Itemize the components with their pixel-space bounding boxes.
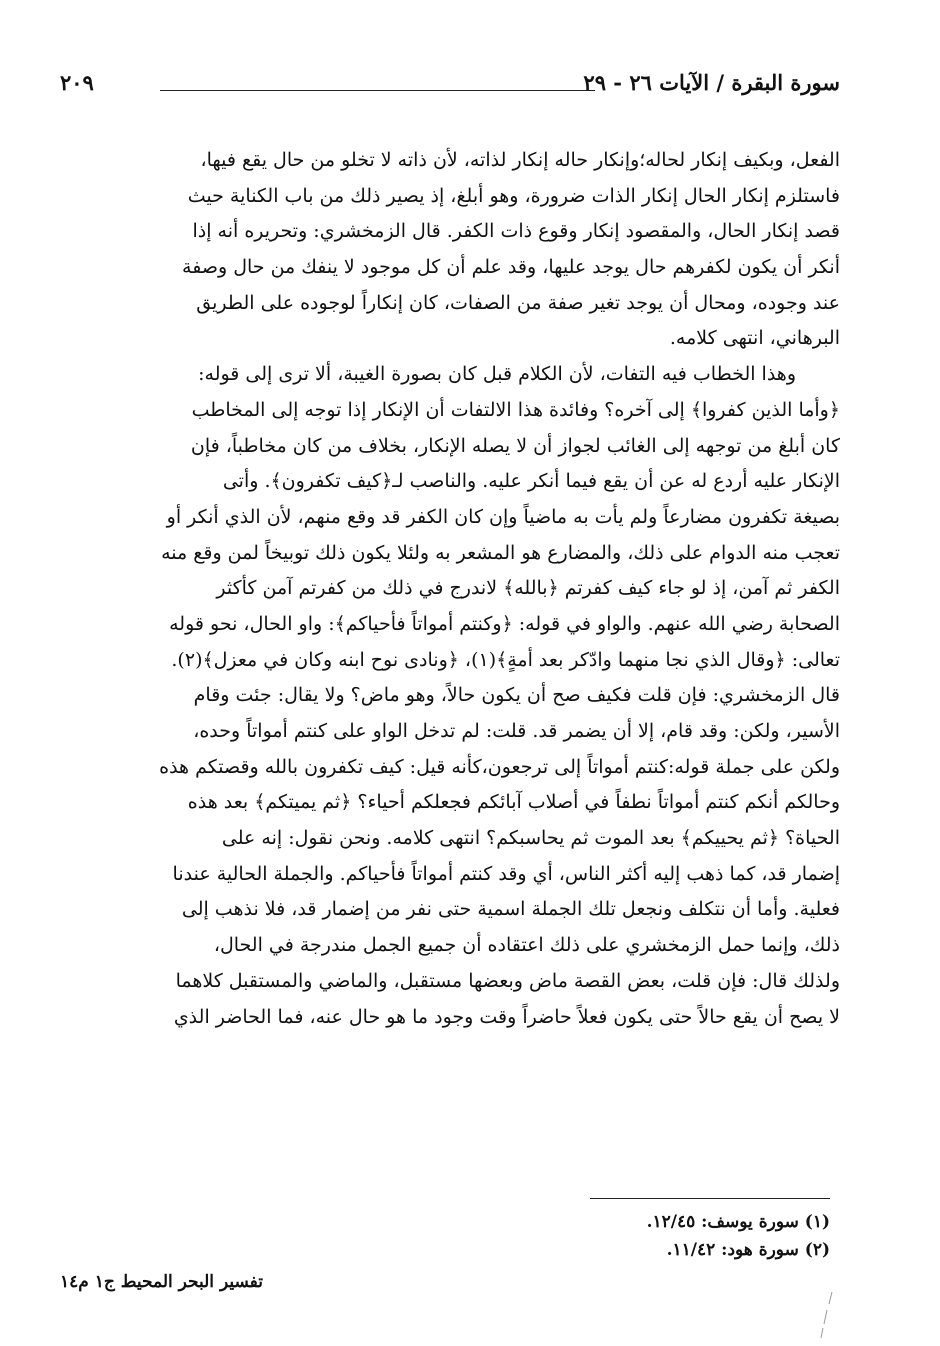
paragraph-start-line: وهذا الخطاب فيه التفات، لأن الكلام قبل كان بصورة الغيبة، ألا ترى إلى قوله: [198,363,796,386]
text-line: إضمار قد، كما ذهب إليه أكثر الناس، أي وقد كنتم أمواتاً فأحياكم. والجملة الحالية عندنا [172,862,840,885]
text-line: ﴿وأما الذين كفروا﴾ إلى آخره؟ وفائدة هذا الالتفات أن الإنكار إذا توجه إلى المخاطب [191,398,840,421]
text-line: وحالكم أنكم كنتم أمواتاً نطفاً في أصلاب آبائكم فجعلكم أحياء؟ ﴿ثم يميتكم﴾ بعد هذه [187,791,840,814]
text-line: الأسير، ولكن: وقد قام، إلا أن يضمر قد. قلت: لم تدخل الواو على كنتم أمواتاً وحده، [193,720,840,742]
text-line: ذلك، وإنما حمل الزمخشري على ذلك اعتقاده أن جميع الجمل مندرجة في الحال، [213,934,840,957]
text-line: الصحابة رضي الله عنهم. والواو في قوله: ﴿وكنتم أمواتاً فأحياكم﴾: واو الحال، نحو قوله [169,612,840,635]
text-line: تعالى: ﴿وقال الذي نجا منهما وادّكر بعد أمةٍ﴾(١)، ﴿ونادى نوح ابنه وكان في معزل﴾(٢). [171,648,840,671]
text-line: تعجب منه الدوام على ذلك، والمضارع هو المشعر به ولئلا يكون ذلك توبيخاً لمن وقع منه [161,541,840,564]
footer-signature: تفسير البحر المحيط ج١ م١٤ [60,1272,263,1292]
chapter-title: سورة البقرة / الآيات ٢٦ - ٢٩ [583,70,840,95]
footnote-1: (١) سورة يوسف: ١٢/٤٥. [646,1212,830,1232]
footnote-2: (٢) سورة هود: ١١/٤٢. [666,1240,830,1260]
page-number: ٢٠٩ [60,70,94,95]
text-line: لا يصح أن يقع حالاً حتى يكون فعلاً حاضراً وقت وجود ما هو حال عنه، فما الحاضر الذي [173,1005,840,1028]
scan-mark [818,1290,838,1340]
text-line: الفعل، وبكيف إنكار لحاله؛وإنكار حاله إنكار لذاته، لأن ذاته لا تخلو من حال يقع فيها، [200,149,840,171]
header-rule [160,90,595,91]
text-line: كان أبلغ من توجهه إلى الغائب لجواز أن لا يصله الإنكار، بخلاف من كان مخاطباً، فإن [190,434,840,457]
text-line: قصد إنكار الحال، والمقصود إنكار وقوع ذات الكفر. قال الزمخشري: وتحريره أنه إذا [192,220,840,243]
text-line: الكفر ثم آمن، إذ لو جاء كيف كفرتم ﴿بالله﴾ لاندرج في ذلك من كفرتم آمن كأكثر [216,577,840,600]
text-line: البرهاني، انتهى كلامه. [669,327,840,350]
body-text [60,143,840,1035]
footnote-separator [590,1198,830,1199]
footnotes [647,1208,830,1264]
text-line: عند وجوده، ومحال أن يوجد تغير صفة من الصفات، كان إنكاراً لوجوده على الطريق [196,291,840,314]
text-line: ولذلك قال: فإن قلت، بعض القصة ماض وبعضها مستقبل، والماضي والمستقبل كلاهما [175,969,840,992]
text-line: فاستلزم إنكار الحال إنكار الذات ضرورة، وهو أبلغ، إذ يصير ذلك من باب الكناية حيث [187,184,840,207]
text-line: بصيغة تكفرون مضارعاً ولم يأت به ماضياً وإن كان الكفر قد وقع منهم، لأن الذي أنكر أو [166,505,840,528]
text-line: قال الزمخشري: فإن قلت فكيف صح أن يكون حالاً، وهو ماض؟ ولا يقال: جئت وقام [193,684,840,707]
text-line: الإنكار عليه أردع له عن أن يقع فيما أنكر عليه. والناصب لـ﴿كيف تكفرون﴾. وأتى [222,470,840,493]
page-header [60,70,840,102]
text-line: الحياة؟ ﴿ثم يحييكم﴾ بعد الموت ثم يحاسبكم؟ انتهى كلامه. ونحن نقول: إنه على [221,827,840,850]
text-line: أنكر أن يكون لكفرهم حال يوجد عليها، وقد علم أن كل موجود لا ينفك من حال وصفة [182,256,840,279]
text-line: ولكن على جملة قوله:كنتم أمواتاً إلى ترجعون،كأنه قيل: كيف تكفرون بالله وقصتكم هذه [159,755,840,778]
text-line: فعلية. وأما أن نتكلف ونجعل تلك الجملة اسمية حتى نفر من إضمار قد، فلا نذهب إلى [181,898,840,921]
